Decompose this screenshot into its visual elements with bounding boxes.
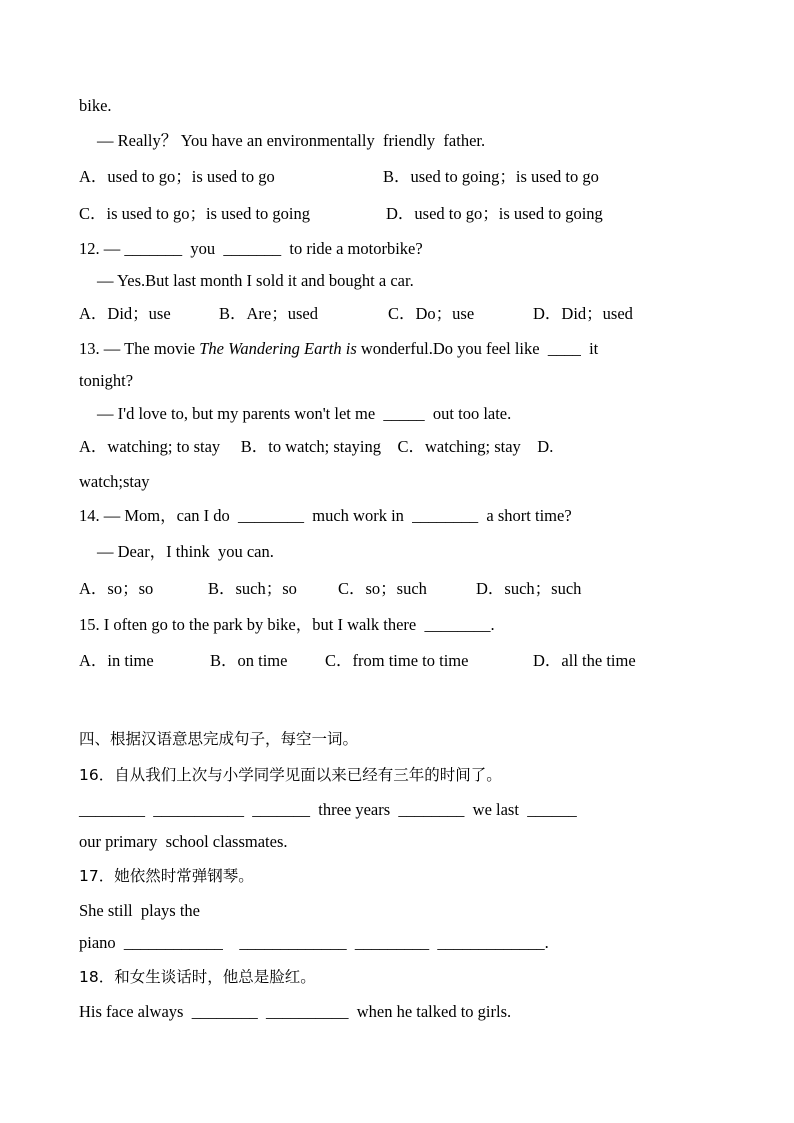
question-18-blanks: His face always ________ __________ when he talked to girls. — [79, 1002, 512, 1021]
question-17-line: She still plays the — [79, 901, 200, 920]
question-16-blanks: ________ ___________ _______ three years ________ we last ______ — [79, 800, 577, 819]
question-16-chinese: 16．自从我们上次与小学同学见面以来已经有三年的时间了。 — [79, 766, 502, 784]
option-a: A．in time — [79, 651, 154, 670]
question-15: 15. I often go to the park by bike，but I walk there ________. — [79, 615, 495, 634]
option-d: D．such；such — [476, 579, 582, 598]
option-c: C．from time to time — [325, 651, 469, 670]
question-continuation: bike. — [79, 96, 112, 115]
question-14: 14. — Mom，can I do ________ much work in ________ a short time? — [79, 506, 572, 525]
option-a: A．so；so — [79, 579, 154, 598]
option-b: B．used to going；is used to go — [383, 167, 599, 186]
question-13 — [79, 339, 598, 359]
option-a: A．Did；use — [79, 304, 171, 323]
question-12: 12. — _______ you _______ to ride a motorbike? — [79, 239, 423, 258]
question-17-chinese: 17．她依然时常弹钢琴。 — [79, 867, 254, 885]
option-d: D．Did；used — [533, 304, 633, 323]
option-c: C．Do；use — [388, 304, 475, 323]
question-continuation: watch;stay — [79, 472, 150, 491]
option-b: B．on time — [210, 651, 288, 670]
dialogue-response: — Dear，I think you can. — [97, 542, 274, 561]
question-18-chinese: 18．和女生谈话时，他总是脸红。 — [79, 968, 316, 986]
movie-title: The Wandering Earth is — [199, 339, 357, 358]
question-13-prefix: 13. — The movie — [79, 339, 200, 358]
question-13-suffix: wonderful.Do you feel like ____ it — [356, 339, 599, 358]
option-c: C．so；such — [338, 579, 427, 598]
dialogue-response: — I'd love to, but my parents won't let me _____ out too late. — [97, 404, 512, 423]
dialogue-response: — Really？ You have an environmentally friendly father. — [97, 131, 486, 150]
options-row: A．watching; to stay B．to watch; staying C．watching; stay D. — [79, 437, 554, 456]
section-heading: 四、根据汉语意思完成句子，每空一词。 — [79, 730, 359, 748]
option-b: B．such；so — [208, 579, 297, 598]
question-continuation: tonight? — [79, 371, 134, 390]
dialogue-response: — Yes.But last month I sold it and bought a car. — [97, 271, 414, 290]
option-a: A．used to go；is used to go — [79, 167, 275, 186]
option-d: D．used to go；is used to going — [386, 204, 603, 223]
question-continuation: our primary school classmates. — [79, 832, 288, 851]
option-c: C．is used to go；is used to going — [79, 204, 311, 223]
option-b: B．Are；used — [219, 304, 318, 323]
option-d: D．all the time — [533, 651, 636, 670]
question-17-blanks: piano ____________ _____________ _________ _____________. — [79, 933, 549, 952]
